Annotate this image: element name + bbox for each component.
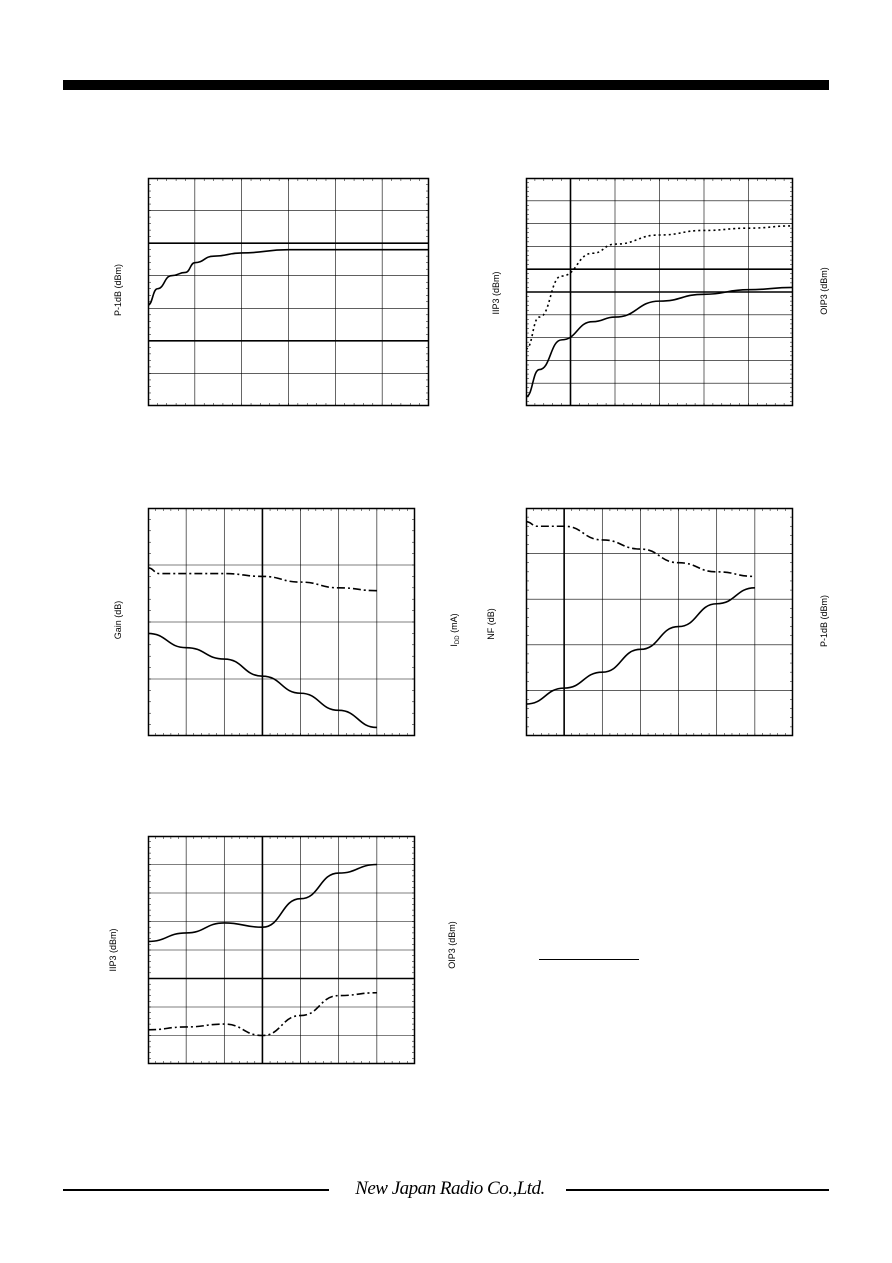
chart-gain (148, 508, 415, 736)
chart-ip3-bottom-y2label: OIP3 (dBm) (447, 921, 457, 969)
header-bar (63, 80, 829, 90)
chart-ip3-bottom-ylabel: IIP3 (dBm) (108, 928, 118, 972)
chart-ip3-top-ylabel: IIP3 (dBm) (491, 271, 501, 315)
chart-ip3-bottom (148, 836, 415, 1064)
chart-nf-ylabel: NF (dB) (486, 608, 496, 640)
chart-p1db (148, 178, 429, 406)
footer-line-right (566, 1189, 829, 1191)
chart-nf-svg (526, 508, 793, 736)
chart-p1db-svg (148, 178, 429, 406)
chart-idd-label: $I_{DD}$ (mA) (449, 613, 461, 647)
underline-mark (539, 959, 639, 960)
chart-nf-y2label: P-1dB (dBm) (819, 594, 829, 648)
chart-p1db-ylabel: P-1dB (dBm) (113, 263, 123, 317)
footer-line-left (63, 1189, 329, 1191)
chart-ip3-bottom-svg (148, 836, 415, 1064)
chart-ip3-top-y2label: OIP3 (dBm) (819, 267, 829, 315)
chart-ip3-top-svg (526, 178, 793, 406)
chart-gain-ylabel: Gain (dB) (113, 600, 123, 640)
plot-frame (527, 509, 793, 736)
chart-gain-svg (148, 508, 415, 736)
chart-ip3-top (526, 178, 793, 406)
company-logo: New Japan Radio Co.,Ltd. (355, 1178, 545, 1199)
chart-nf (526, 508, 793, 736)
